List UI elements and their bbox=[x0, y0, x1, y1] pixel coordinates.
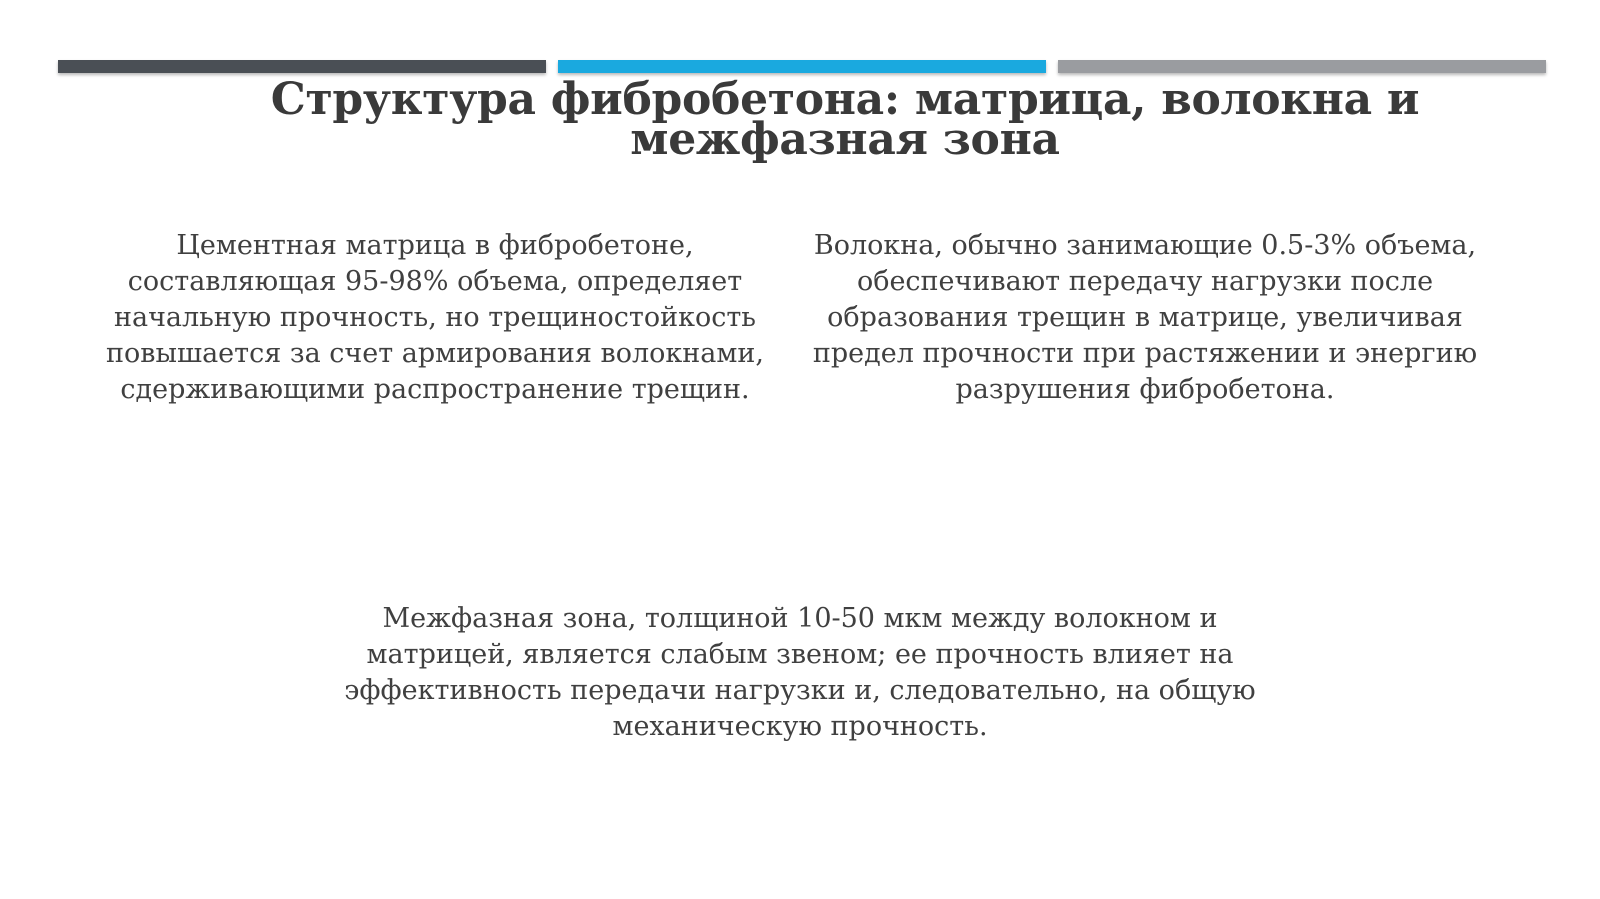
paragraph-interface: Межфазная зона, толщиной 10-50 мкм между волокном и матрицей, является слабым звеном; ее прочность влияет на эффективность передачи нагрузки и, следовательно, на общую механическую прочность. bbox=[344, 603, 1256, 742]
decor-bar-blue bbox=[558, 60, 1046, 73]
paragraph-matrix: Цементная матрица в фибробетоне, составляющая 95-98% объема, определяет начальную прочность, но трещиностойкость повышается за счет армирования волокнами, сдерживающими распространение трещин. bbox=[106, 230, 764, 405]
decor-bar-gray bbox=[1058, 60, 1546, 73]
slide-title: Структура фибробетона: матрица, волокна и межфазная зона bbox=[270, 74, 1420, 165]
decor-bar-dark bbox=[58, 60, 546, 73]
paragraph-fibers: Волокна, обычно занимающие 0.5-3% объема, обеспечивают передачу нагрузки после образования трещин в матрице, увеличивая предел прочности при растяжении и энергию разрушения фибробетона. bbox=[812, 230, 1478, 405]
